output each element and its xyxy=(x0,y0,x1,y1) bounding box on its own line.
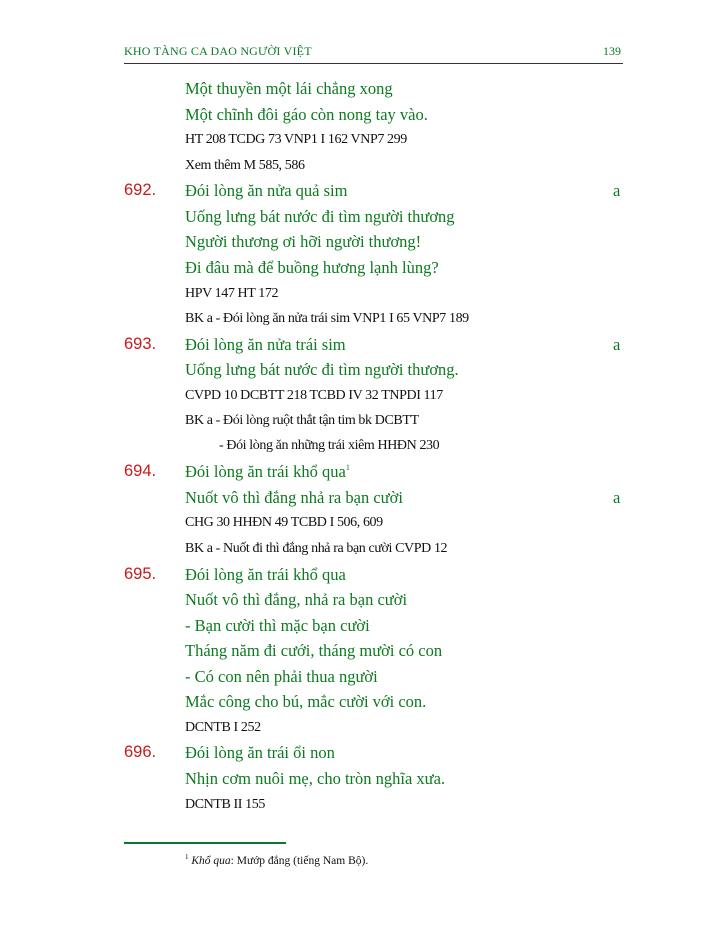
verse-line: - Có con nên phải thua người xyxy=(185,667,378,686)
variant-reference: BK a - Đói lòng ruột thắt tận tim bk DCBTT xyxy=(185,413,419,428)
verse-line: Nhịn cơm nuôi mẹ, cho tròn nghĩa xưa. xyxy=(185,769,446,788)
variant-reference: BK a - Đói lòng ăn nửa trái sim VNP1 I 65 VNP7 189 xyxy=(185,311,469,326)
verse-line: Người thương ơi hỡi người thương! xyxy=(185,232,422,251)
source-reference: DCNTB II 155 xyxy=(185,797,265,812)
source-reference: HPV 147 HT 172 xyxy=(185,286,279,301)
verse-line: Nuốt vô thì đắng nhả ra bạn cười xyxy=(185,488,403,507)
verse-line: Uống lưng bát nước đi tìm người thương xyxy=(185,207,455,226)
verse-text: Đói lòng ăn trái khổ qua xyxy=(185,462,346,481)
footnote-term: Khổ qua xyxy=(191,855,231,867)
verse-line: Nuốt vô thì đắng, nhả ra bạn cười xyxy=(185,590,408,609)
verse-line: Đi đâu mà để buồng hương lạnh lùng? xyxy=(185,258,439,277)
verse-line: - Bạn cười thì mặc bạn cười xyxy=(185,616,370,635)
footnote-text: : Mướp đắng (tiếng Nam Bộ). xyxy=(230,855,369,867)
variant-reference: - Đói lòng ăn những trái xiêm HHĐN 230 xyxy=(219,438,440,453)
verse-line: Đói lòng ăn nửa trái sim xyxy=(185,335,346,354)
see-also-reference: Xem thêm M 585, 586 xyxy=(185,158,305,173)
running-header xyxy=(124,44,623,64)
source-reference: DCNTB I 252 xyxy=(185,720,261,735)
entry-number: 694. xyxy=(124,462,157,480)
verse-line: Uống lưng bát nước đi tìm người thương. xyxy=(185,360,459,379)
footnote xyxy=(185,853,368,867)
verse-line: Đói lòng ăn trái ổi non xyxy=(185,743,335,762)
verse-line: Đói lòng ăn trái khổ qua xyxy=(185,565,346,584)
variant-marker: a xyxy=(613,488,621,507)
footnote-number: 1 xyxy=(185,853,189,861)
source-reference: CHG 30 HHĐN 49 TCBD I 506, 609 xyxy=(185,515,383,530)
book-title: KHO TÀNG CA DAO NGƯỜI VIỆT xyxy=(124,44,312,58)
verse-line: Mắc công cho bú, mắc cười với con. xyxy=(185,692,427,711)
entry-number: 695. xyxy=(124,565,157,583)
footnote-divider xyxy=(124,842,286,844)
source-reference: CVPD 10 DCBTT 218 TCBD IV 32 TNPDI 117 xyxy=(185,388,443,403)
variant-marker: a xyxy=(613,335,621,354)
verse-line: Một thuyền một lái chẳng xong xyxy=(185,79,393,98)
entry-number: 696. xyxy=(124,743,157,761)
entry-number: 693. xyxy=(124,335,157,353)
verse-line: Một chĩnh đôi gáo còn nong tay vào. xyxy=(185,105,428,124)
entry-number: 692. xyxy=(124,181,157,199)
source-reference: HT 208 TCDG 73 VNP1 I 162 VNP7 299 xyxy=(185,132,407,147)
page-number: 139 xyxy=(603,44,621,58)
variant-reference: BK a - Nuốt đi thì đắng nhả ra bạn cười CVPD 12 xyxy=(185,541,448,556)
variant-marker: a xyxy=(613,181,621,200)
verse-line xyxy=(185,462,350,482)
verse-line: Tháng năm đi cưới, tháng mười có con xyxy=(185,641,443,660)
verse-line: Đói lòng ăn nửa quả sim xyxy=(185,181,348,200)
footnote-marker[interactable]: 1 xyxy=(345,463,350,472)
